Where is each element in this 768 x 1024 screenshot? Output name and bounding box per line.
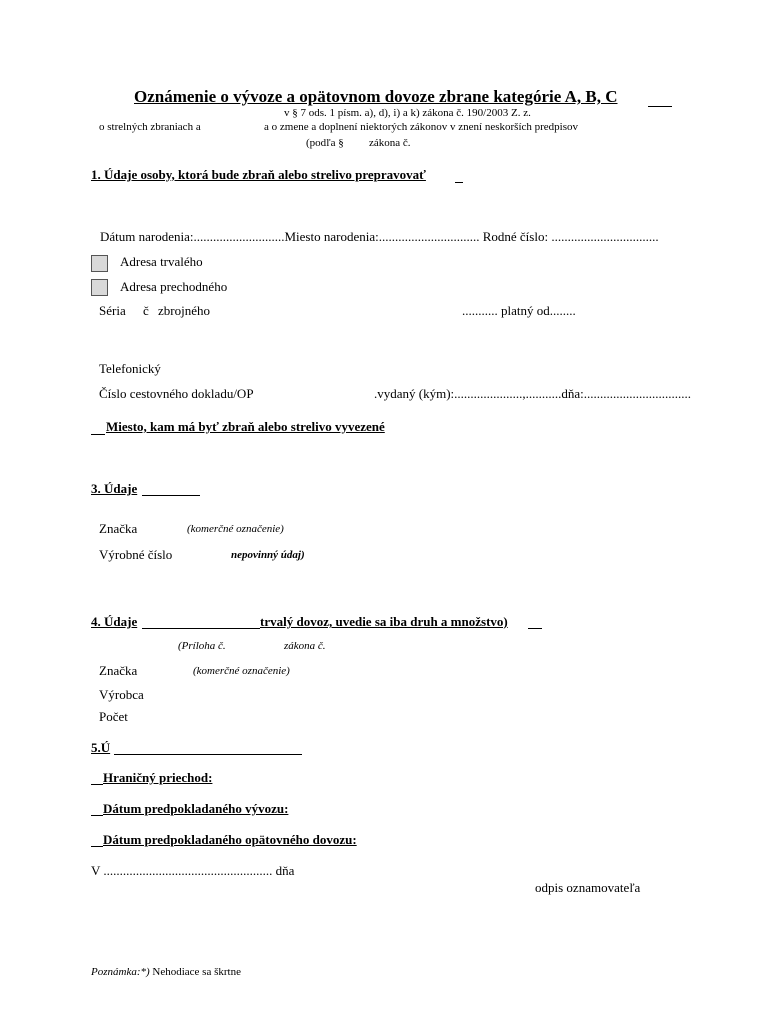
priloha-ref: (Príloha č. bbox=[178, 640, 226, 652]
seria-c-label: č bbox=[143, 303, 149, 318]
section-4-heading-cont: trvalý dovoz, uvedie sa iba druh a množstvo) bbox=[260, 614, 508, 629]
checkbox-adresa-trvaleho-label: Adresa trvalého bbox=[120, 254, 203, 269]
s4-znacka-label: Značka bbox=[99, 663, 138, 678]
section-5-heading: 5.Ú bbox=[91, 740, 111, 755]
page-title: Oznámenie o vývoze a opätovnom dovoze zbrane kategórie A, B, C bbox=[134, 87, 618, 106]
cestovny-doklad-label: Číslo cestovného dokladu/OP bbox=[99, 386, 254, 401]
seria-label: Séria bbox=[99, 303, 126, 318]
footnote-label: Poznámka:*) bbox=[91, 966, 150, 978]
s3-znacka-label: Značka bbox=[99, 521, 138, 536]
datum-dovozu-label: Dátum predpokladaného opätovného dovozu: bbox=[103, 832, 357, 847]
checkbox-adresa-prechodneho[interactable] bbox=[91, 279, 108, 296]
section-4-underline-mid bbox=[142, 628, 260, 629]
checkbox-adresa-trvaleho[interactable] bbox=[91, 255, 108, 272]
vydany-field: .vydaný (kým):.....................,...........dňa:................................. bbox=[374, 386, 692, 401]
header-line-3a: (podľa § bbox=[306, 137, 344, 149]
footnote bbox=[91, 967, 241, 978]
section-1-underline-extension bbox=[455, 182, 463, 183]
section-3-underline-extension bbox=[142, 495, 200, 496]
signature-label: odpis oznamovateľa bbox=[535, 880, 641, 895]
header-line-2a: o strelných zbraniach a bbox=[99, 121, 201, 133]
s3-znacka-note: (komerčné označenie) bbox=[187, 523, 284, 535]
telefon-label: Telefonický bbox=[99, 361, 161, 376]
section-3-heading: 3. Údaje bbox=[91, 481, 138, 496]
hranicny-underline-lead bbox=[91, 784, 103, 785]
section-4-heading: 4. Údaje bbox=[91, 614, 138, 629]
zakona-ref: zákona č. bbox=[284, 640, 326, 652]
platny-od-field: ........... platný od........ bbox=[462, 303, 576, 318]
datum-vyvozu-underline-lead bbox=[91, 815, 103, 816]
birth-details-line: Dátum narodenia:............................Miesto narodenia:............................... Rodné číslo: ................................. bbox=[100, 229, 659, 244]
datum-vyvozu-label: Dátum predpokladaného vývozu: bbox=[103, 801, 289, 816]
place-date-line: V .................................................... dňa bbox=[91, 863, 295, 878]
s4-znacka-note: (komerčné označenie) bbox=[193, 665, 290, 677]
datum-dovozu-underline-lead bbox=[91, 846, 103, 847]
hranicny-priechod-label: Hraničný priechod: bbox=[103, 770, 213, 785]
header-line-3b: zákona č. bbox=[369, 137, 411, 149]
s4-pocet-label: Počet bbox=[99, 709, 128, 724]
s3-vyrobne-cislo-label: Výrobné číslo bbox=[99, 547, 173, 562]
s4-vyrobca-label: Výrobca bbox=[99, 687, 144, 702]
section-5-underline-extension bbox=[114, 754, 302, 755]
title-underline-extension bbox=[648, 106, 672, 107]
section-4-underline-end bbox=[528, 628, 542, 629]
s3-vyrobne-note: nepovinný údaj) bbox=[231, 549, 305, 561]
checkbox-adresa-prechodneho-label: Adresa prechodného bbox=[120, 279, 228, 294]
zbrojneho-label: zbrojného bbox=[158, 303, 210, 318]
section-2-underline-lead bbox=[91, 434, 105, 435]
section-2-heading: Miesto, kam má byť zbraň alebo strelivo vyvezené bbox=[106, 419, 385, 434]
footnote-text: Nehodiace sa škrtne bbox=[152, 966, 241, 978]
header-line-2b: a o zmene a doplnení niektorých zákonov v znení neskorších predpisov bbox=[264, 121, 579, 133]
section-1-heading: 1. Údaje osoby, ktorá bude zbraň alebo strelivo prepravovať bbox=[91, 167, 426, 182]
header-line-1: v § 7 ods. 1 písm. a), d), i) a k) zákona č. 190/2003 Z. z. bbox=[284, 107, 531, 119]
